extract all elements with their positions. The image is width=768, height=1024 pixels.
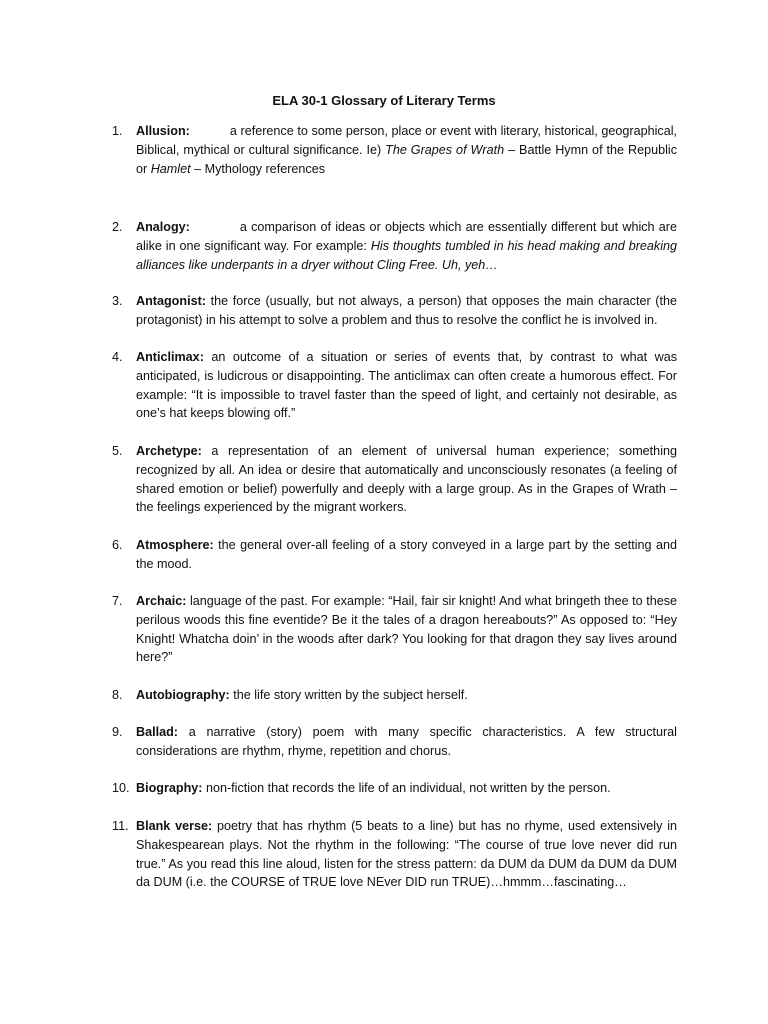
item-term: Archetype: <box>136 444 202 458</box>
item-number: 2. <box>112 220 123 234</box>
item-title-reference: Hamlet <box>150 161 191 176</box>
page-title: ELA 30-1 Glossary of Literary Terms <box>272 93 496 108</box>
item-body <box>136 218 677 274</box>
item-number: 7. <box>112 594 123 608</box>
item-body <box>136 442 677 517</box>
item-number: 3. <box>112 294 123 308</box>
glossary-item-archetype <box>112 442 677 517</box>
item-term: Allusion: <box>136 124 190 138</box>
glossary-item-atmosphere <box>112 536 677 574</box>
item-body <box>136 348 677 423</box>
item-term: Biography: <box>136 781 203 795</box>
item-term: Autobiography: <box>136 688 230 702</box>
item-definition: a narrative (story) poem with many specific characteristics. A few structural considerations are rhythm, rhyme, repetition and chorus. <box>136 725 677 758</box>
item-body <box>136 723 677 761</box>
item-body <box>136 686 677 705</box>
item-example: His thoughts tumbled in his head making and breaking alliances like underpants in a dryer without Cling Free. Uh, yeh… <box>136 238 677 272</box>
glossary-item-biography <box>112 779 677 798</box>
item-term: Blank verse: <box>136 819 213 833</box>
glossary-item-analogy <box>112 218 677 274</box>
item-term: Anticlimax: <box>136 350 204 364</box>
item-definition-cont: – Battle Hymn of the Republic or <box>136 142 677 176</box>
glossary-item-allusion <box>112 122 677 178</box>
item-term: Ballad: <box>136 725 178 739</box>
item-definition: a comparison of ideas or objects which are essentially different but which are alike in one significant way. For example: <box>136 220 677 253</box>
glossary-item-anticlimax <box>112 348 677 423</box>
item-body <box>136 122 677 178</box>
item-term: Analogy: <box>136 220 190 234</box>
item-definition: a representation of an element of universal human experience; something recognized by all. An idea or desire that automatically and unconsciously resonates (a feeling of shared emotion or belief) powerfully and deeply with a large group. As in the Grapes of Wrath – the feelings experienced by the migrant workers. <box>136 444 677 515</box>
glossary-item-blank-verse <box>112 817 677 892</box>
glossary-item-ballad <box>112 723 677 761</box>
item-definition: the general over-all feeling of a story conveyed in a large part by the setting and the mood. <box>136 538 677 571</box>
glossary-item-autobiography <box>112 686 677 705</box>
item-term: Atmosphere: <box>136 538 214 552</box>
item-body <box>136 292 677 330</box>
item-definition-end: – Mythology references <box>190 161 325 176</box>
item-number: 9. <box>112 725 123 739</box>
item-body <box>136 817 677 892</box>
item-definition: a reference to some person, place or event with literary, historical, geographical, Biblical, mythical or cultural significance. Ie) <box>136 124 677 157</box>
glossary-item-archaic <box>112 592 677 667</box>
item-definition: poetry that has rhythm (5 beats to a line) but has no rhyme, used extensively in Shakespearean plays. Not the rhythm in the following: “The course of true love never did run true.” As you read this line aloud, listen for the stress pattern: da DUM da DUM da DUM da DUM da DUM (i.e. the COURSE of TRUE love NEver DID run TRUE)…hmmm…fascinating… <box>136 819 677 890</box>
item-number: 8. <box>112 688 123 702</box>
item-body <box>136 536 677 574</box>
item-body <box>136 592 677 667</box>
item-definition: an outcome of a situation or series of events that, by contrast to what was anticipated, is ludicrous or disappointing. The anticlimax can often create a humorous effect. For example: “It is impossible to travel faster than the speed of light, and certainly not desirable, as one’s hat keeps blowing off.” <box>136 350 678 421</box>
item-number: 11. <box>112 819 129 833</box>
item-term: Antagonist: <box>136 294 206 308</box>
glossary-item-antagonist <box>112 292 677 330</box>
item-definition: non-fiction that records the life of an individual, not written by the person. <box>205 781 611 795</box>
item-term: Archaic: <box>136 594 187 608</box>
item-title-reference: The Grapes of Wrath <box>385 142 505 157</box>
item-definition: language of the past. For example: “Hail, fair sir knight! And what bringeth thee to these perilous woods this fine eventide? Be it the tales of a dragon hereabouts?” As opposed to: “Hey Knight! Whatcha doin’ in the woods after dark? You looking for that dragon they say lives around here?” <box>136 594 678 665</box>
item-number: 1. <box>112 124 123 138</box>
item-number: 6. <box>112 538 123 552</box>
item-number: 5. <box>112 444 123 458</box>
item-number: 4. <box>112 350 123 364</box>
item-body <box>136 779 677 798</box>
item-definition: the life story written by the subject herself. <box>233 688 468 702</box>
item-definition: the force (usually, but not always, a person) that opposes the main character (the protagonist) in his attempt to solve a problem and thus to resolve the conflict he is involved in. <box>136 294 677 327</box>
item-number: 10. <box>112 781 130 795</box>
